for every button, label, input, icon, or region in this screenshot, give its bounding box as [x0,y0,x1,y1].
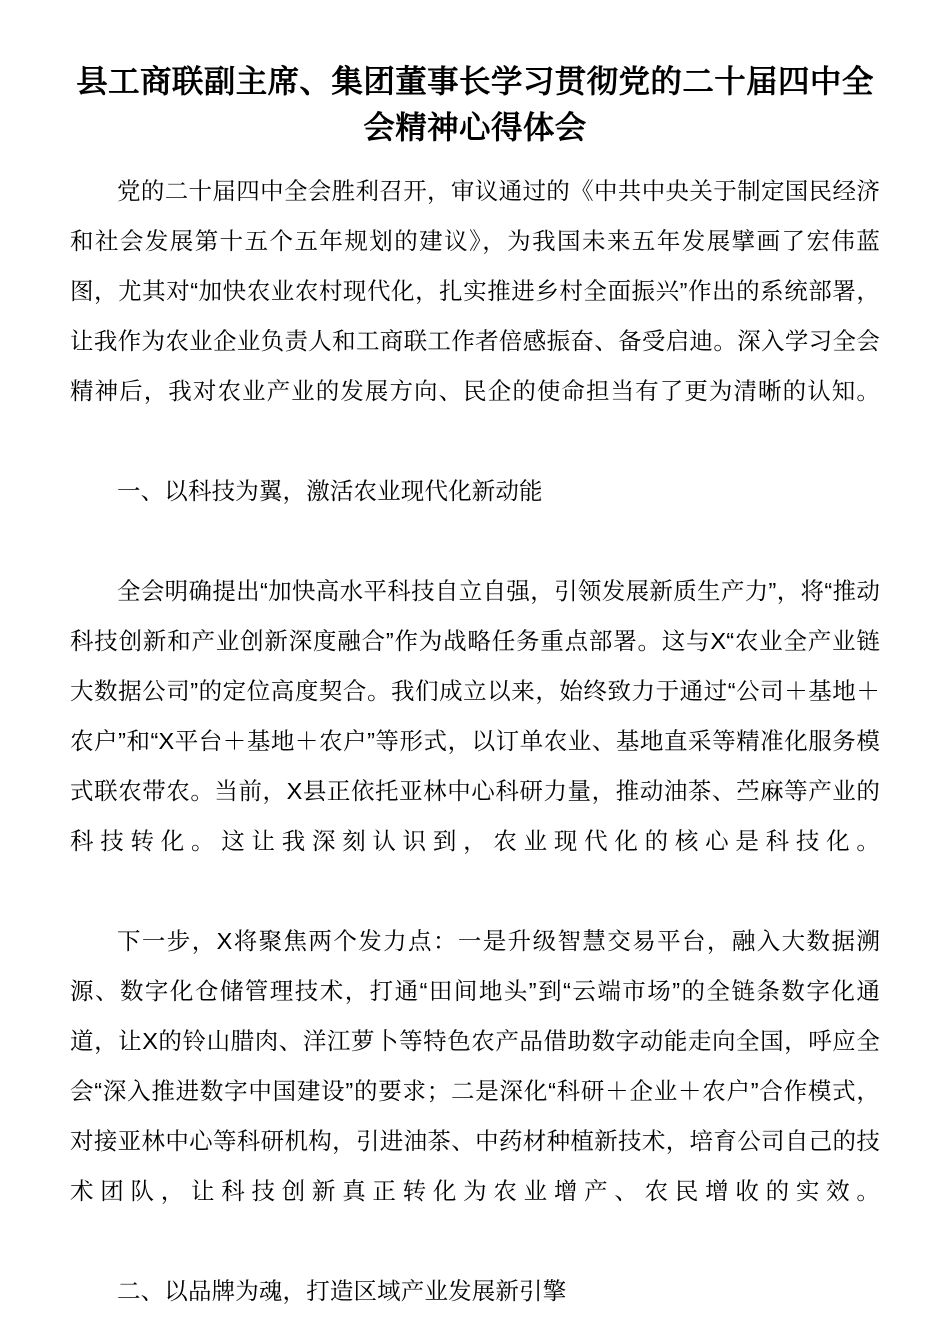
paragraph-section-one-b: 下一步，X将聚焦两个发力点：一是升级智慧交易平台，融入大数据溯源、数字化仓储管理技术，打通“田间地头”到“云端市场”的全链条数字化通道，让X的铃山腊肉、洋江萝卜等特色农产品借助数字动能走向全国，呼应全会“深入推进数字中国建设”的要求；二是深化“科研＋企业＋农户”合作模式，对接亚林中心等科研机构，引进油茶、中药材种植新技术，培育公司自己的技术团队，让科技创新真正转化为农业增产、农民增收的实效。 [70,928,880,1204]
document-body [70,166,880,1344]
paragraph-section-one-a: 全会明确提出“加快高水平科技自立自强，引领发展新质生产力”，将“推动科技创新和产业创新深度融合”作为战略任务重点部署。这与X“农业全产业链大数据公司”的定位高度契合。我们成立以来，始终致力于通过“公司＋基地＋农户”和“X平台＋基地＋农户”等形式，以订单农业、基地直采等精准化服务模式联农带农。当前，X县正依托亚林中心科研力量，推动油茶、苎麻等产业的科技转化。这让我深刻认识到，农业现代化的核心是科技化。 [70,578,880,854]
section-heading-two: 二、以品牌为魂，打造区域产业发展新引擎 [117,1278,567,1304]
section-heading-one: 一、以科技为翼，激活农业现代化新动能 [117,478,543,504]
document-title: 县工商联副主席、集团董事长学习贯彻党的二十届四中全会精神心得体会 [76,63,874,145]
paragraph-intro: 党的二十届四中全会胜利召开，审议通过的《中共中央关于制定国民经济和社会发展第十五个五年规划的建议》，为我国未来五年发展擘画了宏伟蓝图，尤其对“加快农业农村现代化，扎实推进乡村全面振兴”作出的系统部署，让我作为农业企业负责人和工商联工作者倍感振奋、备受启迪。深入学习全会精神后，我对农业产业的发展方向、民企的使命担当有了更为清晰的认知。 [70,178,880,404]
